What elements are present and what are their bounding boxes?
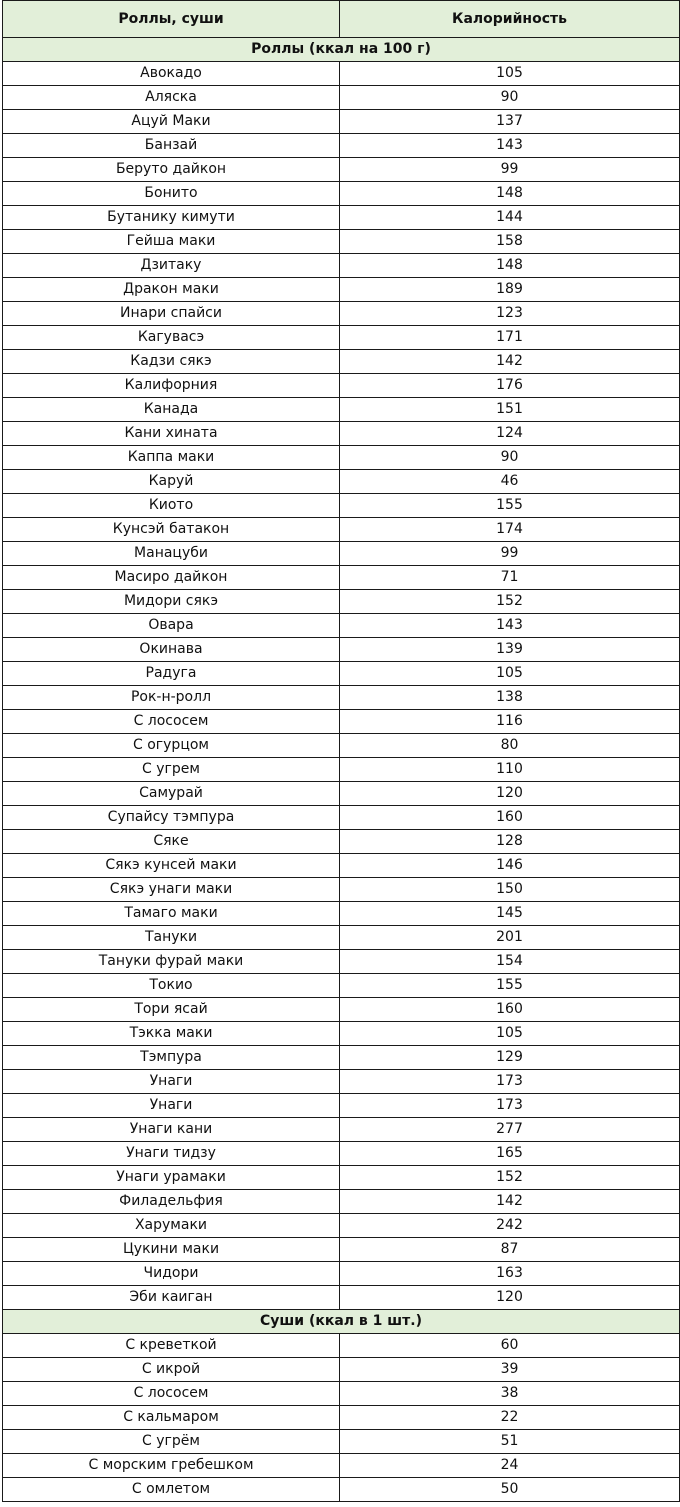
- item-name: Тори ясай: [3, 998, 340, 1022]
- table-row: [3, 62, 680, 86]
- table-row: [3, 302, 680, 326]
- section-row: [3, 38, 680, 62]
- item-calories: 158: [340, 230, 680, 254]
- table-row: [3, 206, 680, 230]
- table-row: [3, 1382, 680, 1406]
- item-name: Тэмпура: [3, 1046, 340, 1070]
- item-calories: 148: [340, 254, 680, 278]
- item-calories: 160: [340, 998, 680, 1022]
- item-calories: 80: [340, 734, 680, 758]
- table-row: [3, 1286, 680, 1310]
- item-name: Масиро дайкон: [3, 566, 340, 590]
- item-calories: 105: [340, 62, 680, 86]
- table-row: [3, 1262, 680, 1286]
- item-name: Тамаго маки: [3, 902, 340, 926]
- item-name: Унаги: [3, 1094, 340, 1118]
- item-name: Мидори сякэ: [3, 590, 340, 614]
- item-calories: 152: [340, 1166, 680, 1190]
- item-name: Радуга: [3, 662, 340, 686]
- table-row: [3, 1358, 680, 1382]
- table-row: [3, 326, 680, 350]
- item-name: Гейша маки: [3, 230, 340, 254]
- item-name: Дракон маки: [3, 278, 340, 302]
- item-calories: 144: [340, 206, 680, 230]
- item-calories: 137: [340, 110, 680, 134]
- item-name: Тануки фурай маки: [3, 950, 340, 974]
- item-calories: 46: [340, 470, 680, 494]
- item-calories: 123: [340, 302, 680, 326]
- table-row: [3, 1166, 680, 1190]
- section-title: Суши (ккал в 1 шт.): [3, 1310, 680, 1334]
- item-name: С лососем: [3, 1382, 340, 1406]
- table-row: [3, 1094, 680, 1118]
- table-row: [3, 662, 680, 686]
- item-name: Кунсэй батакон: [3, 518, 340, 542]
- item-calories: 60: [340, 1334, 680, 1358]
- table-row: [3, 542, 680, 566]
- table-row: [3, 830, 680, 854]
- table-row: [3, 1406, 680, 1430]
- table-row: [3, 278, 680, 302]
- table-row: [3, 614, 680, 638]
- item-calories: 24: [340, 1454, 680, 1478]
- table-row: [3, 1142, 680, 1166]
- item-calories: 160: [340, 806, 680, 830]
- item-name: Бутанику кимути: [3, 206, 340, 230]
- item-name: Унаги тидзу: [3, 1142, 340, 1166]
- item-name: Дзитаку: [3, 254, 340, 278]
- item-calories: 174: [340, 518, 680, 542]
- table-row: [3, 134, 680, 158]
- item-calories: 90: [340, 446, 680, 470]
- item-calories: 128: [340, 830, 680, 854]
- table-row: [3, 1238, 680, 1262]
- item-name: С омлетом: [3, 1478, 340, 1502]
- item-calories: 171: [340, 326, 680, 350]
- table-row: [3, 1190, 680, 1214]
- item-calories: 116: [340, 710, 680, 734]
- table-row: [3, 1046, 680, 1070]
- table-row: [3, 158, 680, 182]
- item-calories: 150: [340, 878, 680, 902]
- table-row: [3, 566, 680, 590]
- table-row: [3, 782, 680, 806]
- table-row: [3, 230, 680, 254]
- table-row: [3, 1070, 680, 1094]
- item-calories: 165: [340, 1142, 680, 1166]
- table-row: [3, 590, 680, 614]
- table-row: [3, 374, 680, 398]
- table-row: [3, 950, 680, 974]
- item-calories: 51: [340, 1430, 680, 1454]
- column-header-calories: Калорийность: [340, 1, 680, 38]
- item-calories: 105: [340, 662, 680, 686]
- item-name: Аляска: [3, 86, 340, 110]
- item-name: Калифорния: [3, 374, 340, 398]
- item-name: С огурцом: [3, 734, 340, 758]
- table-row: [3, 422, 680, 446]
- item-name: С морским гребешком: [3, 1454, 340, 1478]
- item-calories: 39: [340, 1358, 680, 1382]
- item-calories: 155: [340, 494, 680, 518]
- item-name: С угрем: [3, 758, 340, 782]
- item-name: Каппа маки: [3, 446, 340, 470]
- item-name: Филадельфия: [3, 1190, 340, 1214]
- item-calories: 173: [340, 1094, 680, 1118]
- section-title: Роллы (ккал на 100 г): [3, 38, 680, 62]
- item-name: С лососем: [3, 710, 340, 734]
- item-name: Унаги: [3, 1070, 340, 1094]
- item-calories: 129: [340, 1046, 680, 1070]
- item-name: Банзай: [3, 134, 340, 158]
- item-name: Тануки: [3, 926, 340, 950]
- table-row: [3, 182, 680, 206]
- item-name: Сякэ унаги маки: [3, 878, 340, 902]
- item-calories: 87: [340, 1238, 680, 1262]
- table-row: [3, 86, 680, 110]
- item-name: Унаги урамаки: [3, 1166, 340, 1190]
- item-calories: 50: [340, 1478, 680, 1502]
- item-name: Сяке: [3, 830, 340, 854]
- item-name: Канада: [3, 398, 340, 422]
- item-name: Овара: [3, 614, 340, 638]
- item-calories: 124: [340, 422, 680, 446]
- item-calories: 90: [340, 86, 680, 110]
- item-calories: 277: [340, 1118, 680, 1142]
- item-name: Беруто дайкон: [3, 158, 340, 182]
- table-row: [3, 1454, 680, 1478]
- item-name: Сякэ кунсей маки: [3, 854, 340, 878]
- table-row: [3, 926, 680, 950]
- item-calories: 173: [340, 1070, 680, 1094]
- table-row: [3, 110, 680, 134]
- item-name: Цукини маки: [3, 1238, 340, 1262]
- item-calories: 142: [340, 1190, 680, 1214]
- table-row: [3, 350, 680, 374]
- item-calories: 99: [340, 542, 680, 566]
- item-calories: 110: [340, 758, 680, 782]
- table-row: [3, 1334, 680, 1358]
- table-row: [3, 854, 680, 878]
- table-body: [3, 38, 680, 1502]
- table-header-row: [3, 1, 680, 38]
- item-calories: 163: [340, 1262, 680, 1286]
- table-row: [3, 398, 680, 422]
- table-row: [3, 1478, 680, 1502]
- item-calories: 145: [340, 902, 680, 926]
- item-name: Окинава: [3, 638, 340, 662]
- table-row: [3, 638, 680, 662]
- item-calories: 154: [340, 950, 680, 974]
- item-calories: 189: [340, 278, 680, 302]
- item-name: Кадзи сякэ: [3, 350, 340, 374]
- table-row: [3, 734, 680, 758]
- table-row: [3, 494, 680, 518]
- item-name: Токио: [3, 974, 340, 998]
- table-row: [3, 518, 680, 542]
- item-calories: 71: [340, 566, 680, 590]
- table-row: [3, 878, 680, 902]
- item-calories: 151: [340, 398, 680, 422]
- table-row: [3, 902, 680, 926]
- item-name: Супайсу тэмпура: [3, 806, 340, 830]
- item-calories: 142: [340, 350, 680, 374]
- item-name: Манацуби: [3, 542, 340, 566]
- item-calories: 176: [340, 374, 680, 398]
- item-calories: 138: [340, 686, 680, 710]
- item-calories: 22: [340, 1406, 680, 1430]
- calorie-table: [2, 0, 680, 1502]
- table-row: [3, 686, 680, 710]
- item-name: Харумаки: [3, 1214, 340, 1238]
- item-name: С креветкой: [3, 1334, 340, 1358]
- table-row: [3, 470, 680, 494]
- item-calories: 201: [340, 926, 680, 950]
- item-calories: 143: [340, 614, 680, 638]
- item-name: Бонито: [3, 182, 340, 206]
- item-name: Инари спайси: [3, 302, 340, 326]
- table-row: [3, 1430, 680, 1454]
- item-calories: 105: [340, 1022, 680, 1046]
- item-calories: 139: [340, 638, 680, 662]
- table-row: [3, 974, 680, 998]
- item-calories: 155: [340, 974, 680, 998]
- item-name: Ацуй Маки: [3, 110, 340, 134]
- item-name: Рок-н-ролл: [3, 686, 340, 710]
- item-calories: 146: [340, 854, 680, 878]
- table-row: [3, 1118, 680, 1142]
- table-row: [3, 1214, 680, 1238]
- item-name: Эби каиган: [3, 1286, 340, 1310]
- item-name: С кальмаром: [3, 1406, 340, 1430]
- item-calories: 99: [340, 158, 680, 182]
- item-name: Киото: [3, 494, 340, 518]
- item-name: Чидори: [3, 1262, 340, 1286]
- item-name: Кани хината: [3, 422, 340, 446]
- table-row: [3, 998, 680, 1022]
- column-header-name: Роллы, суши: [3, 1, 340, 38]
- item-calories: 120: [340, 782, 680, 806]
- item-calories: 120: [340, 1286, 680, 1310]
- section-row: [3, 1310, 680, 1334]
- item-calories: 152: [340, 590, 680, 614]
- item-name: С икрой: [3, 1358, 340, 1382]
- item-calories: 143: [340, 134, 680, 158]
- table-row: [3, 1022, 680, 1046]
- table-row: [3, 446, 680, 470]
- item-calories: 148: [340, 182, 680, 206]
- table-row: [3, 710, 680, 734]
- table-row: [3, 758, 680, 782]
- item-name: Авокадо: [3, 62, 340, 86]
- table-row: [3, 806, 680, 830]
- item-name: С угрём: [3, 1430, 340, 1454]
- item-name: Кагувасэ: [3, 326, 340, 350]
- item-name: Каруй: [3, 470, 340, 494]
- item-calories: 242: [340, 1214, 680, 1238]
- item-calories: 38: [340, 1382, 680, 1406]
- item-name: Тэкка маки: [3, 1022, 340, 1046]
- item-name: Унаги кани: [3, 1118, 340, 1142]
- table-row: [3, 254, 680, 278]
- item-name: Самурай: [3, 782, 340, 806]
